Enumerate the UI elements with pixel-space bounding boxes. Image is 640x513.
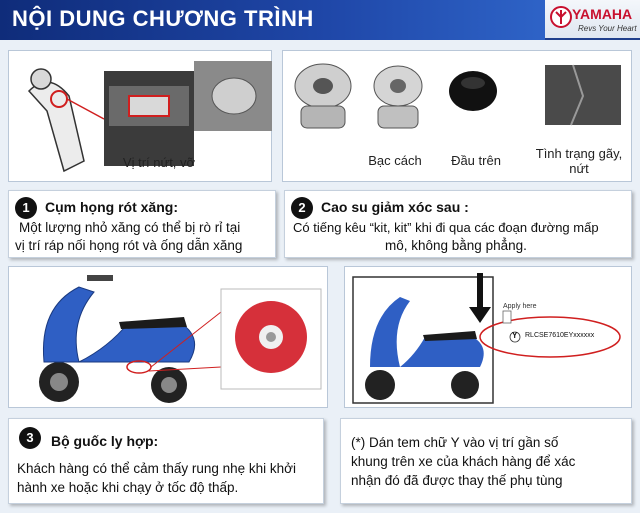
item-desc-line1: Khách hàng có thể cảm thấy rung nhẹ khi khởi: [17, 461, 297, 476]
filler-neck-caption: Vị trí nứt, vỡ: [122, 155, 196, 170]
vin-number: RLCSE7610EYxxxxxx: [525, 332, 595, 339]
scooter-clutch-panel: [8, 266, 328, 408]
logo-brand: YAMAHA: [572, 6, 633, 22]
header-bar: [0, 0, 640, 40]
item-title: Bộ guốc ly hợp:: [51, 433, 159, 449]
label-mark: Y: [512, 331, 518, 340]
caption-condition: Tình trạng gãy, nứt: [535, 146, 623, 176]
item-number: 2: [291, 197, 313, 219]
caption-top-end: Đầu trên: [451, 153, 501, 168]
item-shock-rubber: [284, 190, 632, 258]
note-line2: khung trên xe của khách hàng để xác: [351, 454, 576, 469]
yamaha-logo: [548, 2, 638, 38]
shock-parts-panel: [282, 50, 632, 182]
item-filler-neck: [8, 190, 276, 258]
label-location-panel: [344, 266, 632, 408]
item-number: 1: [15, 197, 37, 219]
note-line3: nhận đó đã được thay thế phụ tùng: [351, 473, 563, 488]
item-desc-line1: Một lượng nhỏ xăng có thể bị rò rỉ tại: [19, 220, 241, 235]
tuning-fork-icon: [550, 6, 572, 28]
caption-bushing: Bạc cách: [368, 153, 422, 168]
item-desc-line2: mô, không bằng phẳng.: [385, 238, 527, 253]
apply-here-label: Apply here: [503, 303, 537, 310]
scooter-clutch-illustration: [9, 267, 329, 409]
page-title: NỘI DUNG CHƯƠNG TRÌNH: [12, 6, 314, 31]
item-clutch-shoe: [8, 418, 324, 504]
logo-tagline: Revs Your Heart: [578, 24, 637, 33]
note-line1: (*) Dán tem chữ Y vào vị trí gần số: [351, 435, 559, 450]
label-note: [340, 418, 632, 504]
item-title: Cụm họng rót xăng:: [45, 199, 178, 215]
item-desc-line2: vị trí ráp nối họng rót và ống dẫn xăng: [15, 238, 243, 253]
item-number: 3: [19, 427, 41, 449]
filler-neck-panel: [8, 50, 272, 182]
item-desc-line2: hành xe hoặc khi chạy ở tốc độ thấp.: [17, 480, 239, 495]
item-title: Cao su giảm xóc sau :: [321, 199, 469, 215]
item-desc-line1: Có tiếng kêu “kit, kit” khi đi qua các đoạn đường mấp: [293, 220, 599, 235]
